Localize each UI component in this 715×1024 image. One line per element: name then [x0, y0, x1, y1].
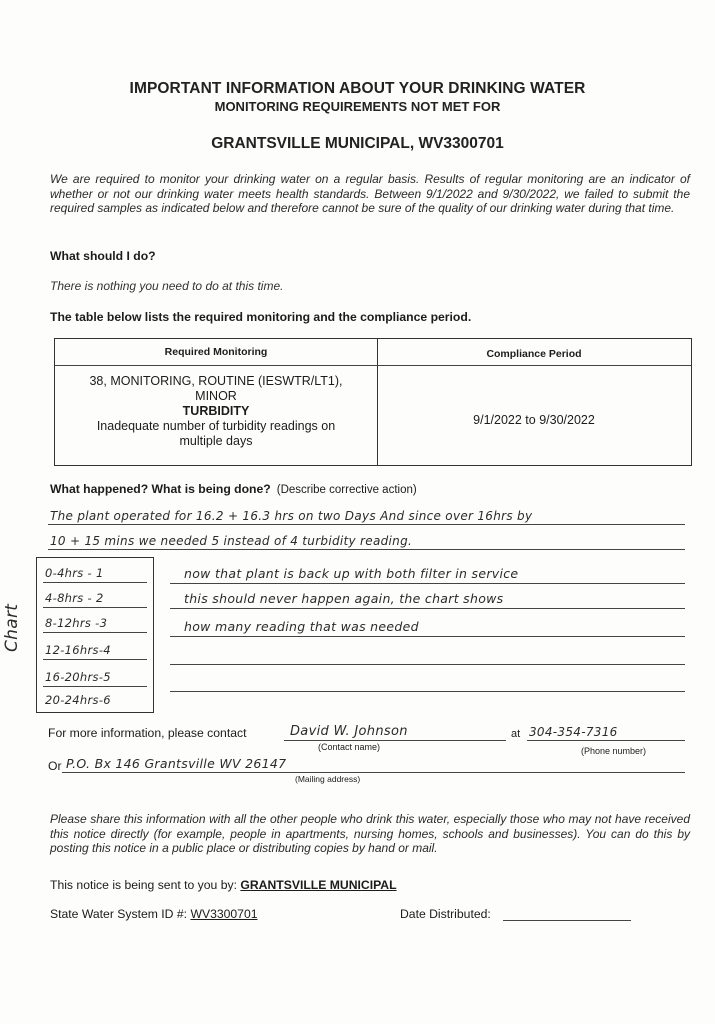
- chart-row: [43, 685, 147, 709]
- chart-side-label: Chart: [2, 603, 22, 652]
- mailing-address-field: [62, 754, 685, 773]
- contact-name-field: [284, 722, 506, 741]
- what-should-i-do-heading: What should I do?: [50, 249, 156, 263]
- contact-name: David W. Johnson: [290, 724, 408, 739]
- or-label: Or: [48, 759, 62, 773]
- contact-name-caption: (Contact name): [318, 742, 381, 752]
- chart-row: [43, 635, 147, 660]
- intro-paragraph: We are required to monitor your drinking water on a regular basis. Results of regular monitoring are an indicator of whether or not our drinking water meets health standards. Between 9/1/2022 and 9/30/2022, we failed to submit the required samples as indicated below and therefore cannot be sure of the quality of our drinking water during that time.: [50, 172, 690, 216]
- required-monitoring-cell: [55, 374, 377, 449]
- mailing-address: P.O. Bx 146 Grantsville WV 26147: [66, 756, 287, 771]
- at-label: at: [511, 728, 521, 740]
- chart-row: [43, 583, 147, 608]
- chart-row-text: 16-20hrs-5: [45, 670, 111, 684]
- phone-number-caption: (Phone number): [581, 746, 647, 756]
- mailing-address-caption: (Mailing address): [295, 774, 361, 784]
- what-should-i-do-answer: There is nothing you need to do at this time.: [50, 279, 284, 293]
- monitoring-table: [54, 338, 692, 466]
- system-id-line: [50, 907, 258, 921]
- chart-row-text: 0-4hrs - 1: [45, 566, 104, 580]
- chart-row-text: 20-24hrs-6: [45, 693, 111, 707]
- notice-subtitle: MONITORING REQUIREMENTS NOT MET FOR: [214, 99, 501, 114]
- system-id-label: State Water System ID #:: [50, 907, 188, 921]
- corrective-action-hint: (Describe corrective action): [276, 484, 417, 496]
- monitoring-type-line1: 38, MONITORING, ROUTINE (IESWTR/LT1),: [89, 374, 343, 388]
- sent-by-label: This notice is being sent to you by:: [50, 878, 237, 892]
- violation-description: Inadequate number of turbidity readings on multiple days: [96, 419, 336, 448]
- system-id-value: WV3300701: [190, 907, 258, 921]
- handwritten-line-5: [170, 618, 685, 637]
- chart-row: [43, 608, 147, 633]
- compliance-period-cell: 9/1/2022 to 9/30/2022: [473, 413, 595, 427]
- sent-by-value: GRANTSVILLE MUNICIPAL: [240, 878, 397, 892]
- monitoring-type-line2: MINOR: [195, 389, 237, 403]
- contaminant-name: TURBIDITY: [182, 404, 250, 418]
- chart-row-text: 12-16hrs-4: [45, 643, 111, 657]
- phone-number: 304-354-7316: [529, 725, 618, 739]
- handwritten-line-2: [48, 531, 685, 550]
- handwritten-text: now that plant is back up with both filter in service: [184, 566, 519, 581]
- what-happened-label: What happened? What is being done?: [50, 482, 271, 496]
- handwritten-text: 10 + 15 mins we needed 5 instead of 4 turbidity reading.: [50, 534, 413, 548]
- table-header-divider: [55, 365, 691, 366]
- date-distributed-field: [503, 904, 631, 921]
- chart-row-text: 8-12hrs -3: [45, 616, 108, 630]
- readings-chart-box: [36, 557, 154, 713]
- share-paragraph: Please share this information with all the other people who drink this water, especially those who may not have received this notice directly (for example, people in apartments, nursing homes, schools and businesses). You can do this by posting this notice in a public place or distributing copies by hand or mail.: [50, 812, 690, 856]
- blank-line: [170, 646, 685, 665]
- handwritten-text: how many reading that was needed: [184, 619, 419, 634]
- water-system-name: GRANTSVILLE MUNICIPAL, WV3300701: [211, 135, 504, 152]
- chart-row-text: 4-8hrs - 2: [45, 591, 104, 605]
- column-header-compliance-period: Compliance Period: [486, 348, 582, 360]
- column-header-required-monitoring: Required Monitoring: [164, 346, 268, 358]
- handwritten-line-4: [170, 590, 685, 609]
- chart-row: [43, 558, 147, 583]
- handwritten-line-1: [48, 506, 685, 525]
- handwritten-text: this should never happen again, the chart shows: [184, 591, 504, 606]
- handwritten-text: The plant operated for 16.2 + 16.3 hrs on two Days And since over 16hrs by: [50, 509, 533, 523]
- chart-row: [43, 662, 147, 687]
- what-happened-heading: [50, 482, 417, 496]
- sent-by-line: [50, 878, 397, 892]
- blank-line: [170, 673, 685, 692]
- notice-title: IMPORTANT INFORMATION ABOUT YOUR DRINKING WATER: [129, 80, 586, 97]
- contact-prefix: For more information, please contact: [48, 726, 247, 740]
- handwritten-line-3: [170, 565, 685, 584]
- phone-number-field: [527, 722, 685, 741]
- date-distributed-label: Date Distributed:: [400, 907, 491, 921]
- table-intro: The table below lists the required monitoring and the compliance period.: [50, 310, 472, 324]
